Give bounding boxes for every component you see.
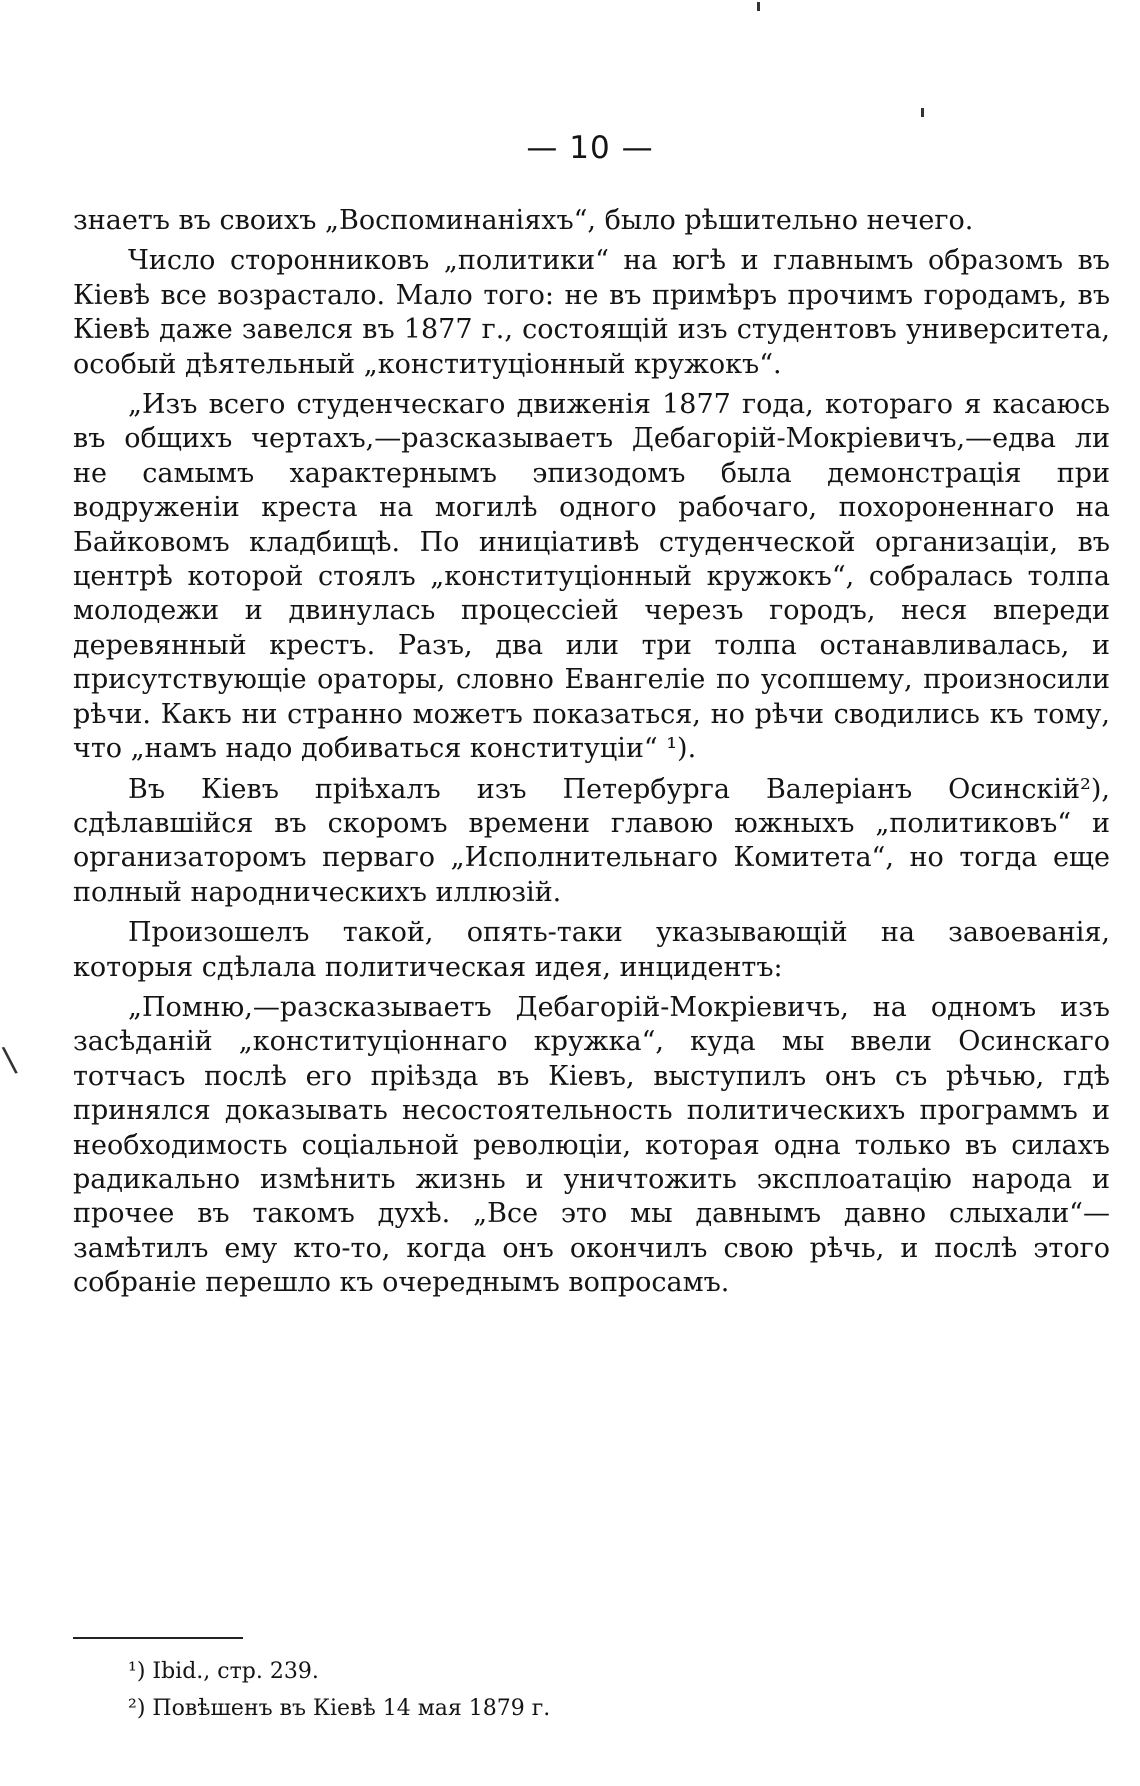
footnote: ²) Повѣшенъ въ Кіевѣ 14 мая 1879 г. bbox=[128, 1696, 551, 1721]
body-text bbox=[73, 204, 1110, 1307]
page-number: — 10 — bbox=[526, 130, 654, 166]
footnote-divider bbox=[73, 1637, 243, 1639]
paragraph: Въ Кіевъ пріѣхалъ изъ Петербурга Валеріанъ Осинскій²), сдѣлавшійся въ скоромъ времени главою южныхъ „политиковъ“ и организаторомъ перваго „Исполнительнаго Комитета“, но тогда еще полный народническихъ иллюзій. bbox=[73, 773, 1110, 908]
paragraph-continuation: знаетъ въ своихъ „Воспоминаніяхъ“, было рѣшительно нечего. bbox=[73, 205, 974, 236]
footnotes bbox=[128, 1653, 1028, 1727]
paragraph-quote: „Помню,—разсказываетъ Дебагорій-Мокріевичъ, на одномъ изъ засѣданій „конституціоннаго кружка“, куда мы ввели Осинскаго тотчасъ послѣ его пріѣзда въ Кіевъ, выступилъ онъ съ рѣчью, гдѣ принялся доказывать несостоятельность политическихъ программъ и необходимость соціальной революціи, которая одна только въ силахъ радикально измѣнить жизнь и уничтожить эксплоатацію народа и прочее въ такомъ духѣ. „Все это мы давнымъ давно слыхали“—замѣтилъ ему кто-то, когда онъ окончилъ свою рѣчь, и послѣ этого собраніе перешло къ очереднымъ вопросамъ. bbox=[73, 991, 1110, 1299]
paragraph-quote: „Изъ всего студенческаго движенія 1877 года, котораго я касаюсь въ общихъ чертахъ,—разсказываетъ Дебагорій-Мокріевичъ,—едва ли не самымъ характернымъ эпизодомъ была демонстрація при водруженіи креста на могилѣ одного рабочаго, похороненнаго на Байковомъ кладбищѣ. По иниціативѣ студенческой организаціи, въ центрѣ которой стоялъ „конституціонный кружокъ“, собралась толпа молодежи и двинулась процессіей черезъ городъ, неся впереди деревянный крестъ. Разъ, два или три толпа останавливалась, и присутствующіе ораторы, словно Евангеліе по усопшему, произносили рѣчи. Какъ ни странно можетъ показаться, но рѣчи сводились къ тому, что „намъ надо добиваться конституціи“ ¹). bbox=[73, 389, 1110, 765]
footnote: ¹) Ibid., стр. 239. bbox=[128, 1659, 319, 1684]
scan-speck bbox=[757, 2, 760, 11]
margin-pencil-mark: \ bbox=[0, 1039, 19, 1081]
paragraph: Число сторонниковъ „политики“ на югѣ и главнымъ образомъ въ Кіевѣ все возрастало. Мало того: не въ примѣръ прочимъ городамъ, въ Кіевѣ даже завелся въ 1877 г., состоящій изъ студентовъ университета, особый дѣятельный „конституціонный кружокъ“. bbox=[73, 245, 1110, 380]
paragraph: Произошелъ такой, опять-таки указывающій на завоеванія, которыя сдѣлала политическая идея, инцидентъ: bbox=[73, 917, 1110, 983]
scan-speck bbox=[921, 108, 924, 117]
